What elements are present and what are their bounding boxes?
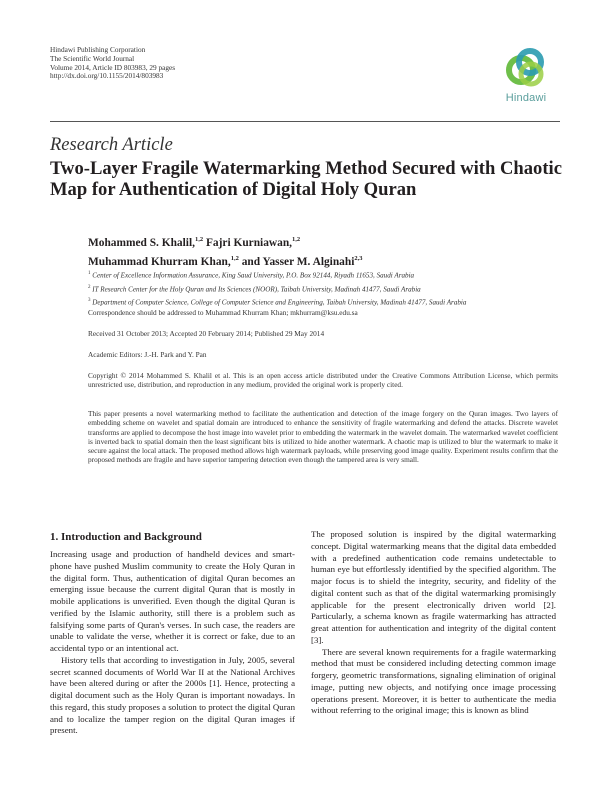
publisher-name: Hindawi Publishing Corporation bbox=[50, 45, 146, 54]
affiliation-item: $^1$ Center of Excellence Information Assurance, King Saud University, P.O. Box 92144, Riyadh 11653, Saudi Arabia bbox=[88, 271, 415, 280]
header-divider bbox=[50, 121, 560, 122]
right-column bbox=[311, 529, 556, 717]
correspondence: Correspondence should be addressed to Muhammad Khurram Khan; mkhurram@ksu.edu.sa bbox=[88, 308, 358, 317]
paragraph: History tells that according to investigation in July, 2005, several secret scanned documents of World War II at the National Archives have been altered during or after the 2000s [1]. Hence, protecting a digital document such as the Holy Quran is important nowadays. In this regard, this study proposes a solution to protect the digital Quran and to localize the tamper region on the digital Quran images if present. bbox=[50, 654, 295, 736]
author-name: and Yasser M. Alginahi bbox=[241, 256, 355, 269]
article-type: Research Article bbox=[50, 135, 173, 155]
academic-editors: Academic Editors: J.-H. Park and Y. Pan bbox=[88, 350, 207, 359]
author-affiliation-mark: 1,2 bbox=[292, 236, 301, 243]
paragraph: There are several known requirements for a fragile watermarking method that must be considered including detecting common image forgery, geometric transformations, signaling elimination of original image, putting new objects, and notifying once image processing operations present. Moreover, it is better to authenticate the media without referring to the original image; this is known as blind bbox=[311, 646, 556, 716]
author-name: Mohammed S. Khalil, bbox=[88, 236, 195, 249]
paragraph: The proposed solution is inspired by the digital watermarking concept. Digital watermarking means that the digital data embedded with a predefined authentication code remains undetectable to human eye but effortlessly identified by the specified algorithm. The major focus is to shield the integrity, security, and fidelity of the digital content such as that of the digital watermarking promisingly applicable for the present electronically driven world [2]. Particularly, a schema known as fragile watermarking has attracted great attention for authentication and integrity of the digital content [3]. bbox=[311, 529, 556, 645]
author-name: Fajri Kurniawan, bbox=[205, 236, 293, 249]
author-affiliation-mark: 1,2 bbox=[194, 236, 204, 243]
author-name: Muhammad Khurram Khan, bbox=[88, 256, 231, 269]
copyright-notice: Copyright © 2014 Mohammed S. Khalil et al. This is an open access article distributed under the Creative Commons Attribution License, which permits unrestricted use, distribution, and reproduction in any medium, provided the original work is properly cited. bbox=[88, 371, 558, 390]
paragraph: Increasing usage and production of handheld devices and smart-phone have pushed Muslim community to create the Holy Quran in the digital form. Thus, authentication of digital Quran becomes an emerging issue because the current digital Quran that is mostly in mobile applications is unverified. Even though the digital Quran is verified by the Islamic authority, still there is a problem such as falsifying some parts of Quran's verses. In such case, the readers are unable to validate the verse, whether it is correct or fake, due to an accidental typo or an intentional act. bbox=[50, 549, 295, 653]
left-column bbox=[50, 549, 295, 737]
affiliation-item: $^2$ IT Research Center for the Holy Quran and Its Sciences (NOOR), Taibah University, Madinah 41477, Saudi Arabia bbox=[88, 284, 421, 294]
author-list bbox=[88, 232, 528, 271]
doi-link[interactable]: http://dx.doi.org/10.1155/2014/803983 bbox=[50, 71, 164, 81]
section-heading: 1. Introduction and Background bbox=[50, 531, 202, 543]
publication-dates: Received 31 October 2013; Accepted 20 February 2014; Published 29 May 2014 bbox=[88, 329, 325, 338]
author-affiliation-mark: 2,3 bbox=[354, 255, 363, 263]
paper-title: Two-Layer Fragile Watermarking Method Secured with Chaotic Map for Authentication of Digital Holy Quran bbox=[50, 158, 562, 200]
affiliation-item: $^3$ Department of Computer Science, College of Computer Science and Engineering, Taibah University, Madinah 41477, Saudi Arabia bbox=[88, 298, 467, 307]
volume-info: Volume 2014, Article ID 803983, 29 pages bbox=[50, 62, 176, 72]
abstract: This paper presents a novel watermarking method to facilitate the authentication and detection of the image forgery on the Quran images. Two layers of embedding scheme on wavelet and spatial domain are introduced to enhance the sensitivity of fragile watermarking and defend the attacks. Discrete wavelet transforms are applied to decompose the host image into wavelet prior to embedding the watermark in the wavelet domain. The watermarked wavelet coefficient is inverted back to spatial domain then the least significant bits is utilized to hide another watermark. A chaotic map is utilized to blur the watermark to make it secure against the local attack. The proposed method allows high watermark payloads, while preserving good image quality. Experiment results confirm that the proposed methods are fragile and have superior tampering detection even though the tampered area is very small. bbox=[88, 409, 558, 465]
affiliation-list bbox=[88, 268, 558, 309]
journal-name: The Scientific World Journal bbox=[50, 53, 135, 63]
author-affiliation-mark: 1,2 bbox=[230, 255, 239, 263]
publisher-info bbox=[50, 46, 175, 81]
logo-wordmark: Hindawi bbox=[505, 92, 547, 104]
